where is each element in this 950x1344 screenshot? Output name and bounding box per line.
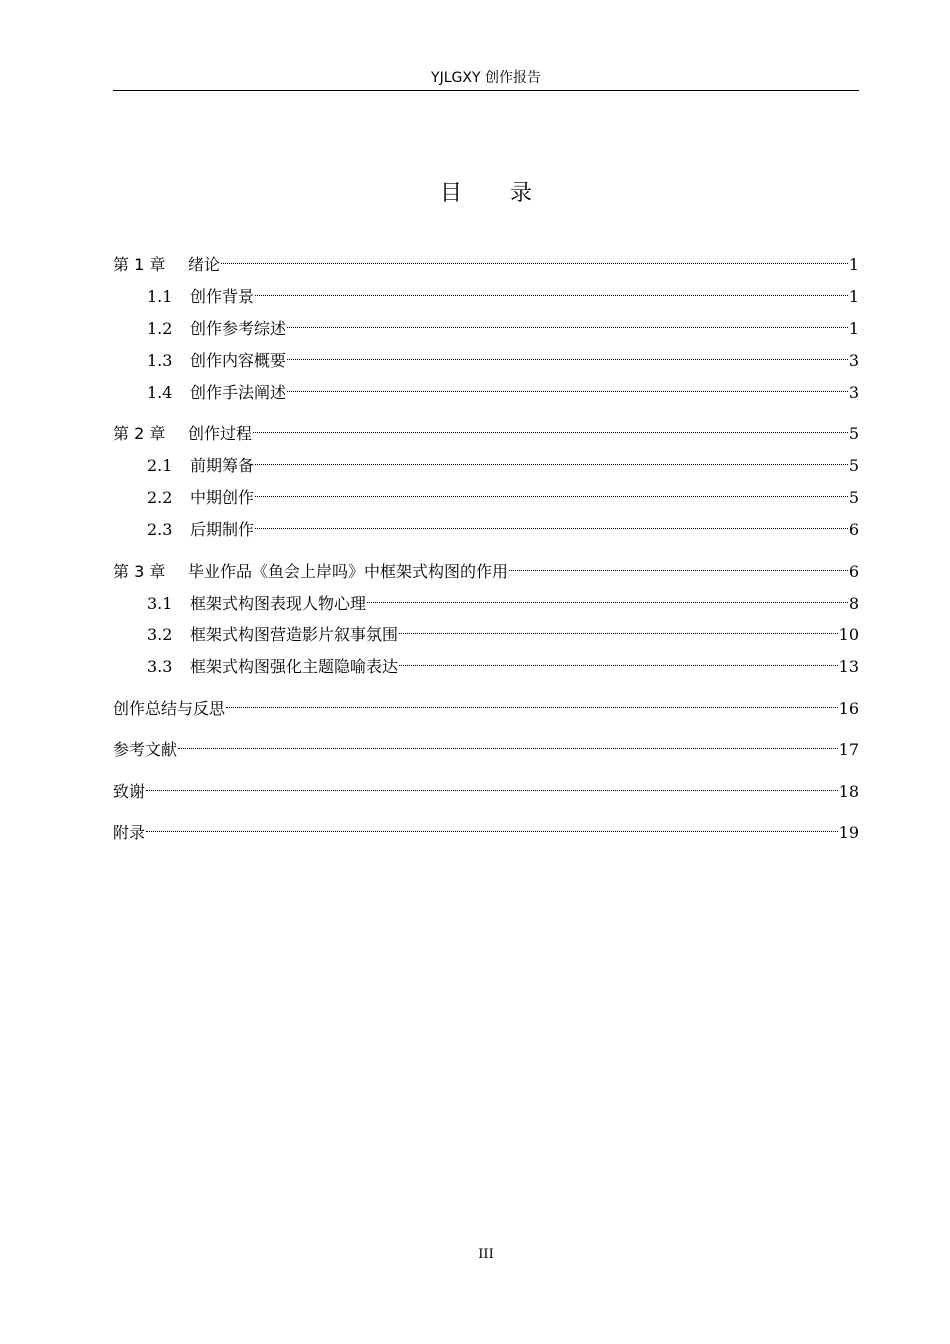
toc-entry-title: 创作过程 bbox=[188, 424, 253, 443]
running-header: YJLGXY 创作报告 bbox=[431, 70, 541, 86]
toc-entry-title: 前期筹备 bbox=[190, 456, 255, 475]
toc-entry-page: 19 bbox=[838, 823, 859, 842]
toc-entry-summary[interactable] bbox=[113, 690, 859, 718]
toc-entry-3-1[interactable] bbox=[113, 585, 859, 613]
toc-entry-page: 5 bbox=[848, 424, 859, 443]
toc-entry-title: 后期制作 bbox=[190, 520, 255, 539]
toc-entry-3-2[interactable] bbox=[113, 616, 859, 644]
toc-entry-number: 1.1 bbox=[147, 287, 173, 306]
dot-leader bbox=[226, 690, 838, 714]
dot-leader bbox=[255, 447, 848, 471]
toc-entry-page: 3 bbox=[848, 383, 859, 402]
dot-leader bbox=[399, 616, 838, 640]
toc-entry-page: 5 bbox=[848, 456, 859, 475]
dot-leader bbox=[255, 479, 848, 503]
toc-entry-page: 6 bbox=[848, 520, 859, 539]
toc-entry-title: 参考文献 bbox=[113, 740, 178, 759]
toc-entry-2-1[interactable] bbox=[113, 447, 859, 475]
toc-entry-2-3[interactable] bbox=[113, 511, 859, 539]
toc-entry-page: 10 bbox=[838, 625, 859, 644]
toc-entry-page: 16 bbox=[838, 699, 859, 718]
toc-entry-appendix[interactable] bbox=[113, 814, 859, 842]
toc-entry-1-2[interactable] bbox=[113, 310, 859, 338]
toc-entry-number: 1.3 bbox=[147, 351, 173, 370]
dot-leader bbox=[253, 415, 848, 439]
toc-entry-references[interactable] bbox=[113, 731, 859, 759]
toc-entry-title: 致谢 bbox=[113, 782, 146, 801]
toc-entry-number: 3.3 bbox=[147, 657, 173, 676]
dot-leader bbox=[367, 585, 848, 609]
toc-entry-chapter-3[interactable] bbox=[113, 553, 859, 581]
toc-entry-page: 17 bbox=[838, 740, 859, 759]
toc-entry-page: 3 bbox=[848, 351, 859, 370]
toc-entry-page: 1 bbox=[848, 255, 859, 274]
toc-entry-title: 创作总结与反思 bbox=[113, 699, 226, 718]
toc-entry-number: 2.1 bbox=[147, 456, 173, 475]
dot-leader bbox=[287, 342, 848, 366]
toc-entry-title: 毕业作品《鱼会上岸吗》中框架式构图的作用 bbox=[188, 562, 509, 581]
toc-entry-title: 创作手法阐述 bbox=[190, 383, 287, 402]
toc-entry-page: 13 bbox=[838, 657, 859, 676]
toc-entry-number: 2.3 bbox=[147, 520, 173, 539]
toc-entry-chapter-1[interactable] bbox=[113, 246, 859, 274]
toc-entry-1-4[interactable] bbox=[113, 374, 859, 402]
toc-entry-number: 第 3 章 bbox=[113, 562, 166, 581]
dot-leader bbox=[221, 246, 848, 270]
toc-entry-number: 第 2 章 bbox=[113, 424, 166, 443]
toc-entry-number: 3.2 bbox=[147, 625, 173, 644]
toc-entry-1-1[interactable] bbox=[113, 278, 859, 306]
toc-entry-title: 创作内容概要 bbox=[190, 351, 287, 370]
toc-entry-2-2[interactable] bbox=[113, 479, 859, 507]
dot-leader bbox=[287, 374, 848, 398]
table-of-contents bbox=[113, 0, 859, 900]
toc-entry-1-3[interactable] bbox=[113, 342, 859, 370]
dot-leader bbox=[255, 511, 848, 535]
page-number: III bbox=[478, 1247, 494, 1262]
toc-entry-page: 18 bbox=[838, 782, 859, 801]
toc-entry-chapter-2[interactable] bbox=[113, 415, 859, 443]
toc-entry-number: 1.4 bbox=[147, 383, 173, 402]
dot-leader bbox=[146, 773, 838, 797]
toc-entry-title: 创作参考综述 bbox=[190, 319, 287, 338]
toc-entry-title: 框架式构图强化主题隐喻表达 bbox=[190, 657, 399, 676]
dot-leader bbox=[178, 731, 838, 755]
toc-entry-title: 框架式构图表现人物心理 bbox=[190, 594, 367, 613]
toc-entry-number: 2.2 bbox=[147, 488, 173, 507]
toc-entry-number: 第 1 章 bbox=[113, 255, 166, 274]
toc-entry-3-3[interactable] bbox=[113, 648, 859, 676]
toc-entry-title: 附录 bbox=[113, 823, 146, 842]
toc-entry-page: 8 bbox=[848, 594, 859, 613]
toc-entry-title: 创作背景 bbox=[190, 287, 255, 306]
toc-entry-number: 1.2 bbox=[147, 319, 173, 338]
toc-entry-page: 5 bbox=[848, 488, 859, 507]
dot-leader bbox=[287, 310, 848, 334]
dot-leader bbox=[255, 278, 848, 302]
dot-leader bbox=[399, 648, 838, 672]
toc-entry-number: 3.1 bbox=[147, 594, 173, 613]
dot-leader bbox=[146, 814, 838, 838]
toc-entry-title: 绪论 bbox=[188, 255, 221, 274]
toc-entry-page: 6 bbox=[848, 562, 859, 581]
toc-title: 目录 bbox=[439, 181, 580, 206]
toc-entry-page: 1 bbox=[848, 287, 859, 306]
toc-entry-title: 框架式构图营造影片叙事氛围 bbox=[190, 625, 399, 644]
dot-leader bbox=[509, 553, 848, 577]
toc-entry-title: 中期创作 bbox=[190, 488, 255, 507]
toc-entry-acknowledgements[interactable] bbox=[113, 773, 859, 801]
toc-entry-page: 1 bbox=[848, 319, 859, 338]
